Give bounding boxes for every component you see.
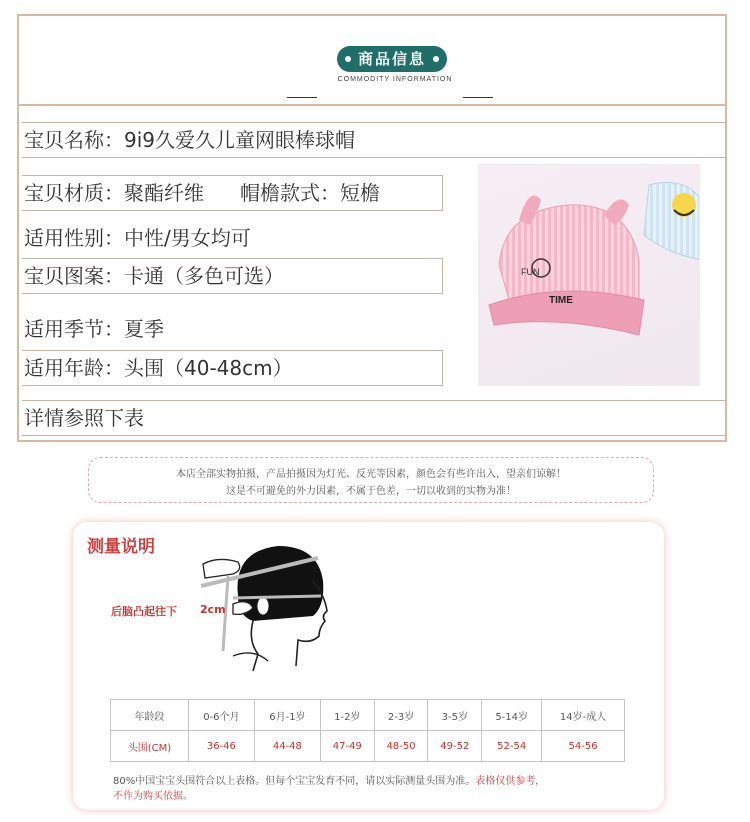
baseball-cap-image [479, 165, 699, 385]
row-material [22, 175, 443, 211]
table-row-age [111, 700, 625, 731]
table-cell: 头围(CM) [111, 731, 189, 762]
table-cell: 52-54 [482, 731, 542, 762]
footnote-text: 80%中国宝宝头围符合以上表格。但每个宝宝发育不同，请以实际测量头围为准。 [113, 776, 476, 787]
commodity-subtitle: COMMODITY INFORMATION [337, 76, 453, 83]
badge-dot-right [433, 56, 439, 62]
product-photo [478, 164, 700, 386]
subtitle-divider-right [463, 97, 493, 98]
measure-offset-label: 2cm [200, 603, 226, 616]
info-header [19, 16, 725, 106]
gender-text: 适用性别：中性/男女均可 [24, 226, 251, 250]
footnote-reference-only: 表格仅供参考， [475, 776, 546, 787]
measurement-card [73, 522, 664, 810]
table-cell: 1-2岁 [320, 700, 374, 731]
badge-label: 商品信息 [357, 50, 426, 68]
table-cell: 49-52 [428, 731, 482, 762]
table-cell: 年龄段 [111, 700, 189, 731]
subtitle-divider-left [287, 97, 317, 98]
table-cell: 2-3岁 [374, 700, 428, 731]
table-cell: 36-46 [188, 731, 254, 762]
row-age [22, 350, 443, 386]
age-text: 适用年龄：头围（40-48cm） [24, 356, 293, 380]
details-text: 详情参照下表 [24, 406, 144, 430]
product-name-text: 宝贝名称：9i9久爱久儿童网眼棒球帽 [24, 128, 356, 152]
pattern-text: 宝贝图案：卡通（多色可选） [24, 264, 284, 288]
table-cell: 48-50 [374, 731, 428, 762]
commodity-info-badge [337, 46, 447, 72]
table-cell: 14岁-成人 [542, 700, 625, 731]
table-cell: 6月-1岁 [254, 700, 320, 731]
table-cell: 5-14岁 [482, 700, 542, 731]
row-pattern [22, 258, 443, 294]
row-details [22, 400, 727, 436]
table-cell: 54-56 [542, 731, 625, 762]
row-season [22, 312, 443, 348]
notice-line-1: 本店全部实物拍摄，产品拍摄因为灯光、反光等因素，颜色会有些许出入，望亲们谅解！ [176, 469, 566, 480]
row-product-name [22, 122, 727, 158]
table-cell: 0-6个月 [188, 700, 254, 731]
cap-print-left: FUN [521, 267, 540, 277]
measurement-title: 测量说明 [87, 537, 155, 557]
notice-line-2: 这是不可避免的外力因素，不属于色差，一切以收到的实物为准！ [226, 486, 516, 497]
color-disclaimer-notice [88, 457, 654, 503]
head-size-table [110, 699, 625, 762]
size-footnote [113, 774, 653, 804]
row-gender [22, 221, 443, 257]
brim-style-text: 帽檐款式：短檐 [240, 181, 380, 205]
season-text: 适用季节：夏季 [24, 317, 164, 341]
product-info-card [17, 14, 727, 442]
table-row-head-size [111, 731, 625, 762]
material-text: 宝贝材质：聚酯纤维 [24, 181, 204, 205]
footnote-not-basis: 不作为购买依据。 [113, 791, 193, 802]
badge-dot-left [345, 56, 351, 62]
cap-print-text: TIME [549, 295, 573, 306]
table-cell: 44-48 [254, 731, 320, 762]
table-cell: 3-5岁 [428, 700, 482, 731]
measure-point-label: 后脑凸起往下 [111, 605, 177, 618]
table-cell: 47-49 [320, 731, 374, 762]
